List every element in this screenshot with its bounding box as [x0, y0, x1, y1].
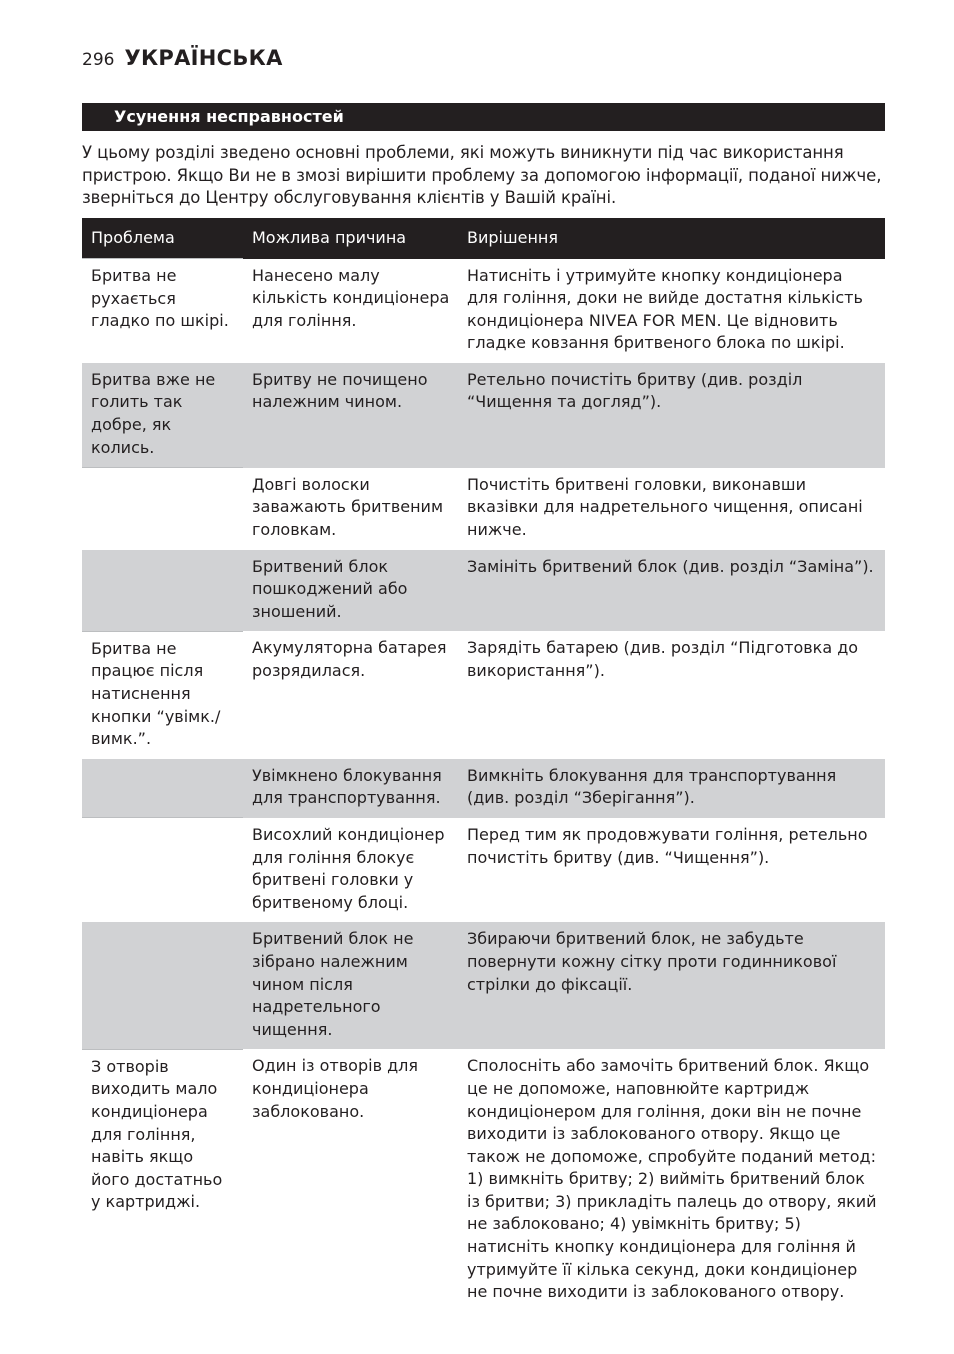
- table-row: [82, 1049, 885, 1312]
- cell-problem: З отворів виходить мало кондиціонера для гоління, навіть якщо його достатньо у картриджі.: [82, 1049, 243, 1312]
- cell-solution: Почистіть бритвені головки, виконавши вказівки для надретельного чищення, описані нижче.: [458, 468, 885, 550]
- cell-solution: Зарядіть батарею (див. розділ “Підготовка до використання”).: [458, 631, 885, 758]
- table-row: [82, 631, 885, 758]
- intro-paragraph: У цьому розділі зведено основні проблеми, які можуть виникнути під час використання пристрою. Якщо Ви не в змозі вирішити проблему за допомогою інформації, поданої нижче, зверніться до Центру обслуговування клієнтів у Вашій країні.: [82, 143, 882, 207]
- language-heading: УКРАЇНСЬКА: [124, 46, 283, 70]
- table-row: [82, 818, 885, 922]
- cell-solution: Замініть бритвений блок (див. розділ “Заміна”).: [458, 550, 885, 632]
- table-row: [82, 363, 885, 468]
- section-title: Усунення несправностей: [82, 103, 885, 131]
- cell-cause: Увімкнено блокування для транспортування.: [243, 759, 458, 818]
- cell-cause: Один із отворів для кондиціонера заблоковано.: [243, 1049, 458, 1312]
- table-header-row: [82, 218, 885, 259]
- table-row: [82, 922, 885, 1049]
- cell-solution: Сполосніть або замочіть бритвений блок. Якщо це не допоможе, наповнюйте картридж кондиціонером для гоління, доки він не почне виходити із заблокованого отвору. Якщо це також не допоможе, спробуйте поданий метод: 1) вимкніть бритву; 2) вийміть бритвений блок із бритви; 3) прикладіть палець до отвору, який не заблоковано; 4) увімкніть бритву; 5) натисніть кнопку кондиціонера для гоління й утримуйте її кілька секунд, доки кондиціонер не почне виходити із заблокованого отвору.: [458, 1049, 885, 1312]
- table-row: [82, 468, 885, 550]
- troubleshooting-table: [82, 218, 885, 1312]
- cell-solution: Збираючи бритвений блок, не забудьте повернути кожну сітку проти годинникової стрілки до фіксації.: [458, 922, 885, 1049]
- cell-solution: Перед тим як продовжувати гоління, ретельно почистіть бритву (див. “Чищення”).: [458, 818, 885, 922]
- cell-problem: [82, 759, 243, 818]
- cell-cause: Бритвений блок не зібрано належним чином після надретельного чищення.: [243, 922, 458, 1049]
- cell-problem: [82, 550, 243, 632]
- cell-problem: [82, 922, 243, 1049]
- header-problem: Проблема: [82, 218, 243, 259]
- cell-problem: [82, 818, 243, 922]
- header-cause: Можлива причина: [243, 218, 458, 259]
- cell-solution: Ретельно почистіть бритву (див. розділ “Чищення та догляд”).: [458, 363, 885, 468]
- cell-cause: Акумуляторна батарея розрядилася.: [243, 631, 458, 758]
- cell-cause: Нанесено малу кількість кондиціонера для гоління.: [243, 259, 458, 363]
- table-row: [82, 259, 885, 363]
- cell-problem: Бритва не рухається гладко по шкірі.: [82, 259, 243, 363]
- page-header: [82, 46, 283, 70]
- cell-solution: Натисніть і утримуйте кнопку кондиціонера для гоління, доки не вийде достатня кількість кондиціонера NIVEA FOR MEN. Це відновить гладке ковзання бритвеного блока по шкірі.: [458, 259, 885, 363]
- page-number: 296: [82, 50, 115, 70]
- cell-solution: Вимкніть блокування для транспортування (див. розділ “Зберігання”).: [458, 759, 885, 818]
- cell-cause: Бритву не почищено належним чином.: [243, 363, 458, 468]
- table-row: [82, 550, 885, 632]
- cell-problem: [82, 468, 243, 550]
- cell-problem: Бритва вже не голить так добре, як колись.: [82, 363, 243, 468]
- cell-problem: Бритва не працює після натиснення кнопки “увімк./вимк.”.: [82, 631, 243, 758]
- cell-cause: Висохлий кондиціонер для гоління блокує бритвені головки у бритвеному блоці.: [243, 818, 458, 922]
- cell-cause: Бритвений блок пошкоджений або зношений.: [243, 550, 458, 632]
- table-row: [82, 759, 885, 818]
- cell-cause: Довгі волоски заважають бритвеним головкам.: [243, 468, 458, 550]
- header-solution: Вирішення: [458, 218, 885, 259]
